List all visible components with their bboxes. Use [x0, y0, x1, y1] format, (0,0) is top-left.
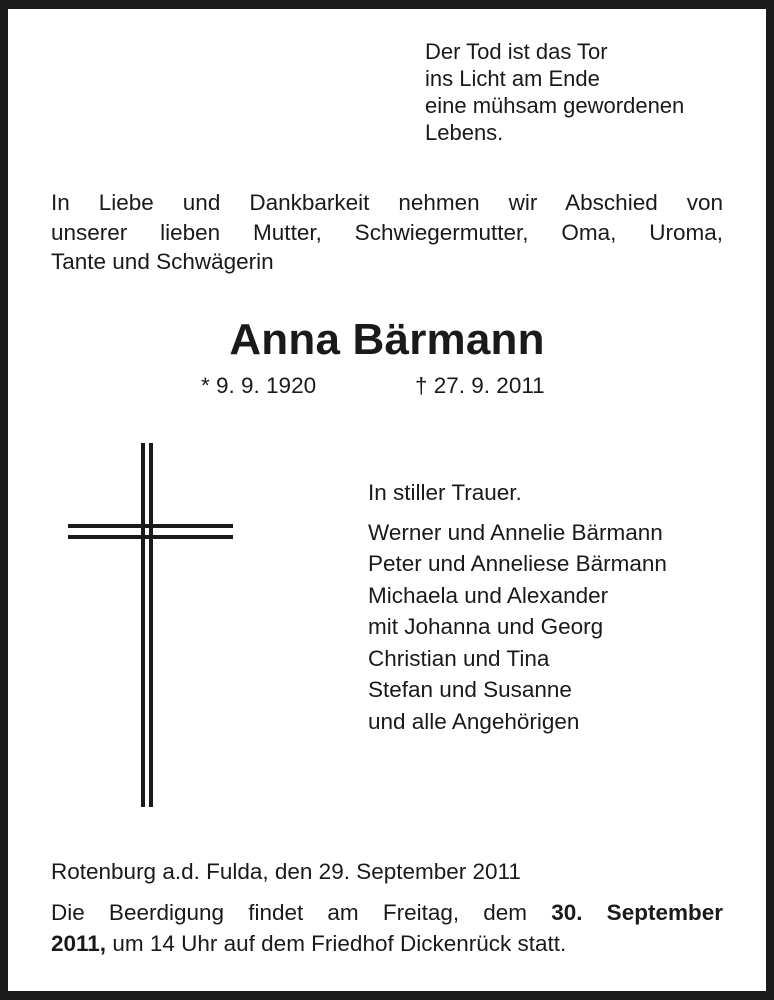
burial-text: Die Beerdigung findet am Freitag, dem — [51, 900, 528, 925]
poem-line: ins Licht am Ende — [425, 66, 600, 91]
mourner-name: und alle Angehörigen — [368, 708, 580, 734]
mourner-name: Stefan und Susanne — [368, 677, 572, 702]
mourner-name: Christian und Tina — [368, 645, 550, 671]
burial-text: um 14 Uhr auf dem Friedhof Dickenrück statt. — [112, 931, 567, 956]
intro-line: Tante und Schwägerin — [51, 249, 274, 274]
burial-line-1 — [51, 897, 723, 928]
poem — [425, 38, 684, 146]
deceased-name: Anna Bärmann — [229, 315, 545, 364]
burial-notice — [51, 897, 723, 959]
poem-line: Der Tod ist das Tor — [425, 39, 608, 64]
mourner-name: Werner und Annelie Bärmann — [368, 519, 663, 545]
mourner-name: mit Johanna und Georg — [368, 614, 604, 639]
mourner-name: Peter und Anneliese Bärmann — [368, 551, 667, 576]
mourner-name: Michaela und Alexander — [368, 582, 609, 608]
poem-line: eine mühsam gewordenen — [425, 93, 685, 118]
cross-icon — [68, 443, 233, 807]
birth-date: * 9. 9. 1920 — [201, 373, 317, 398]
intro-line: In Liebe und Dankbarkeit nehmen wir Abschied von — [51, 190, 723, 215]
burial-year: 2011, — [51, 931, 107, 956]
place-and-date: Rotenburg a.d. Fulda, den 29. September 2011 — [51, 859, 521, 884]
mourning-heading: In stiller Trauer. — [368, 480, 522, 505]
poem-line: Lebens. — [425, 120, 504, 145]
intro-line: unserer lieben Mutter, Schwiegermutter, Oma, Uroma, — [51, 219, 723, 245]
death-date: † 27. 9. 2011 — [415, 373, 545, 398]
burial-line-2 — [51, 928, 723, 959]
burial-date: 30. September — [551, 900, 723, 925]
mourners-list — [368, 477, 667, 737]
intro-text — [51, 188, 723, 277]
